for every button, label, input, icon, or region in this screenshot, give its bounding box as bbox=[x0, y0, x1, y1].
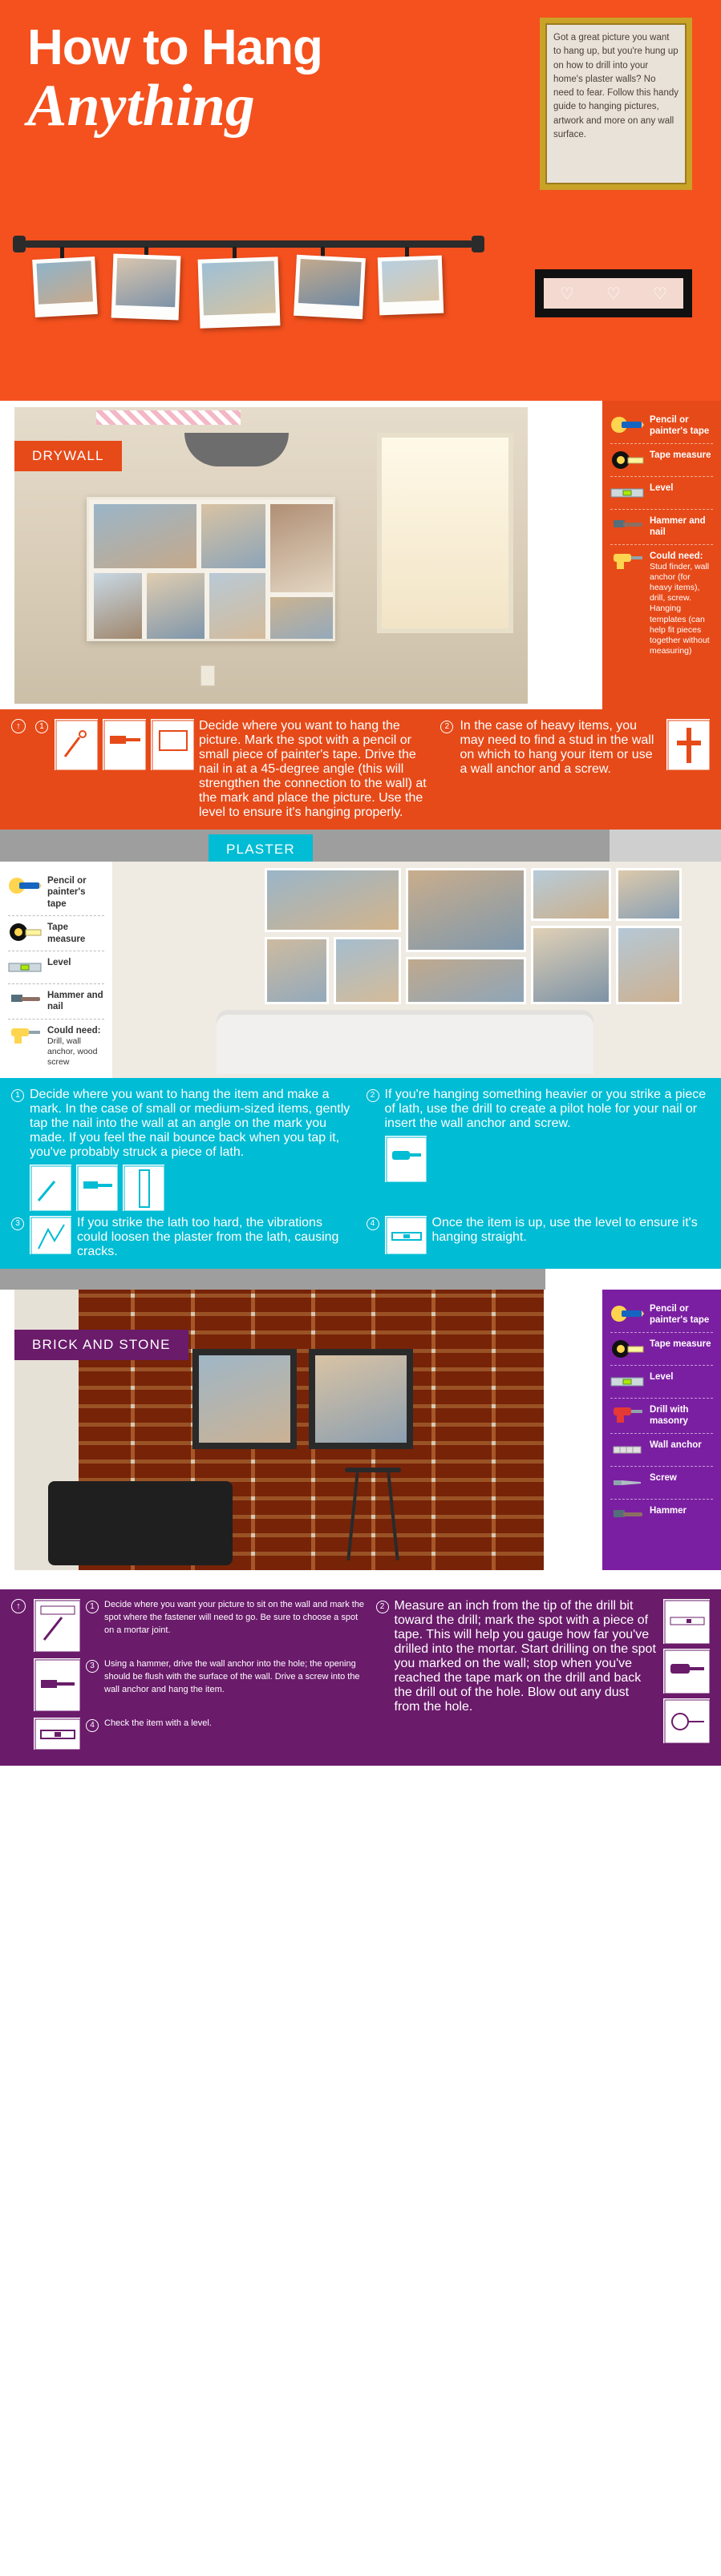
step-diagram bbox=[34, 1658, 80, 1711]
drywall-steps bbox=[0, 709, 721, 830]
photo-polaroid bbox=[294, 255, 366, 319]
tool-item bbox=[610, 1434, 713, 1467]
tool-label: Hammer and nail bbox=[650, 515, 706, 538]
brick-step-4 bbox=[34, 1718, 368, 1750]
tool-label: Tape measure bbox=[47, 923, 86, 944]
step-diagram bbox=[123, 1165, 164, 1211]
step-number: 3 bbox=[86, 1660, 99, 1673]
page-title-accent: Anything bbox=[27, 73, 255, 139]
side-table-decor bbox=[337, 1468, 409, 1564]
step-diagram bbox=[385, 1136, 427, 1182]
collage-photo bbox=[270, 504, 333, 592]
tool-item bbox=[610, 510, 713, 545]
tool-item bbox=[610, 444, 713, 477]
step-diagram bbox=[55, 719, 98, 770]
header-section bbox=[0, 0, 721, 401]
tool-label-text: Could need: bbox=[47, 1025, 101, 1036]
step-diagram bbox=[663, 1649, 710, 1694]
tool-item bbox=[610, 545, 713, 663]
tool-label-text: Could need: bbox=[650, 551, 703, 561]
tool-label: Pencil or painter's tape bbox=[650, 415, 710, 437]
pencil-icon bbox=[610, 1303, 644, 1324]
collage-photo bbox=[209, 573, 265, 639]
tool-label: Tape measure bbox=[650, 450, 711, 460]
step-diagram bbox=[151, 719, 194, 770]
drywall-tools-panel bbox=[602, 401, 721, 709]
step-number: 1 bbox=[86, 1601, 99, 1613]
step-number: 2 bbox=[440, 721, 453, 733]
heart-icon: ♡ bbox=[653, 285, 667, 303]
tool-label: Wall anchor bbox=[650, 1439, 702, 1450]
pencil-icon bbox=[8, 875, 42, 896]
screw-icon bbox=[610, 1472, 644, 1493]
intro-frame bbox=[540, 18, 692, 190]
tool-label: Hammer bbox=[650, 1505, 687, 1516]
framed-photo bbox=[192, 1349, 297, 1449]
plaster-step-1 bbox=[11, 1088, 355, 1211]
step-diagram bbox=[663, 1599, 710, 1644]
drill-icon bbox=[610, 1404, 644, 1425]
tool-label: Hammer and nail bbox=[47, 990, 103, 1012]
tool-item bbox=[610, 1366, 713, 1399]
sofa-decor bbox=[217, 1010, 593, 1074]
tool-item bbox=[8, 916, 104, 951]
photo-image bbox=[36, 260, 93, 304]
collage-photo bbox=[265, 868, 401, 932]
tool-label bbox=[650, 551, 713, 657]
gallery-wall-collage bbox=[87, 497, 335, 641]
step-number: 2 bbox=[376, 1601, 389, 1613]
collage-photo bbox=[94, 573, 142, 639]
step-diagram bbox=[30, 1216, 71, 1254]
photo-polaroid bbox=[32, 256, 98, 317]
tool-label: Drill with masonry bbox=[650, 1404, 689, 1427]
collage-photo bbox=[616, 926, 682, 1004]
plaster-tag: PLASTER bbox=[209, 834, 313, 865]
hearts-artwork-frame bbox=[535, 269, 692, 317]
collage-photo bbox=[201, 504, 265, 568]
tool-item bbox=[610, 477, 713, 510]
hammer-icon bbox=[8, 990, 42, 1011]
sofa-decor bbox=[48, 1481, 233, 1565]
collage-photo bbox=[147, 573, 205, 639]
tool-item bbox=[610, 1333, 713, 1366]
step-number: 2 bbox=[367, 1089, 379, 1102]
drywall-scene bbox=[0, 401, 721, 709]
photo-polaroid bbox=[378, 256, 444, 316]
brick-steps bbox=[0, 1589, 721, 1766]
collage-photo bbox=[406, 957, 526, 1004]
tool-label: Pencil or painter's tape bbox=[650, 1304, 710, 1326]
plaster-section bbox=[0, 830, 721, 1269]
tool-item bbox=[8, 951, 104, 984]
framed-photo bbox=[309, 1349, 413, 1449]
plaster-gallery-collage bbox=[265, 868, 682, 1004]
step-diagram bbox=[76, 1165, 118, 1211]
collage-photo bbox=[270, 597, 333, 639]
page-title: How to Hang bbox=[27, 20, 322, 75]
drywall-step-1 bbox=[35, 719, 431, 820]
step-diagram bbox=[663, 1698, 710, 1743]
drywall-section bbox=[0, 401, 721, 830]
collage-photo bbox=[406, 868, 526, 952]
level-icon bbox=[8, 957, 42, 978]
step-text: Decide where you want to hang the item and make a mark. In the case of small or medium-sized items, gently tap the nail into the wall at an angle on the mark you made. If you feel the nail bounce back when you tap it, you've probably struck a piece of lath. bbox=[30, 1088, 350, 1159]
gray-band-decor bbox=[0, 1269, 545, 1290]
tool-label: Tape measure bbox=[650, 1338, 711, 1349]
collage-photo bbox=[531, 926, 611, 1004]
hearts-artwork bbox=[544, 278, 683, 309]
collage-photo bbox=[616, 868, 682, 921]
step-diagram bbox=[103, 719, 146, 770]
arrow-up-badge: ↑ bbox=[11, 719, 26, 820]
drill-icon bbox=[610, 551, 644, 571]
step-text: Measure an inch from the tip of the drill bit toward the drill; mark the spot with a piece of tape. This will help you gauge how far you've drilled into the mortar. Start drilling on the spot you marked on the wall; stop when you've reached the tape mark on the drill and back the drill out of the hole. Blow out any dust from the hole. bbox=[394, 1599, 656, 1714]
tool-item bbox=[8, 870, 104, 916]
step-text: Decide where you want to hang the picture. Mark the spot with a pencil or small piece of painter's tape. Drive the nail in at a 45-degree angle (this will strengthen the connection to the wall) at the mark and place the picture. Use the level to ensure it's hanging properly. bbox=[199, 719, 427, 819]
hammer-icon bbox=[610, 1505, 644, 1526]
tool-item bbox=[610, 1500, 713, 1532]
tool-label: Screw bbox=[650, 1472, 677, 1483]
tool-item bbox=[610, 1467, 713, 1500]
photo-image bbox=[298, 259, 362, 306]
tool-note: Stud finder, wall anchor (for heavy items), drill, screw. Hanging templates (can help fit pieces together without measuring) bbox=[650, 561, 710, 656]
heart-icon: ♡ bbox=[560, 285, 574, 303]
tape-measure-icon bbox=[8, 922, 42, 943]
brick-section bbox=[0, 1269, 721, 1766]
plaster-step-2 bbox=[367, 1088, 711, 1211]
tool-label: Pencil or painter's tape bbox=[47, 876, 87, 909]
step-number: 1 bbox=[35, 721, 48, 733]
heart-icon: ♡ bbox=[606, 285, 621, 303]
plaster-tools-panel bbox=[0, 862, 112, 1078]
step-text: If you strike the lath too hard, the vibrations could loosen the plaster from the lath, causing cracks. bbox=[77, 1216, 339, 1258]
step-text: If you're hanging something heavier or you strike a piece of lath, use the drill to create a pilot hole for your nail or insert the wall anchor and screw. bbox=[384, 1088, 707, 1130]
step-diagram bbox=[34, 1718, 80, 1750]
plaster-steps bbox=[0, 1078, 721, 1269]
brick-scene bbox=[0, 1269, 721, 1589]
brick-tools-panel bbox=[602, 1290, 721, 1570]
tool-item bbox=[8, 984, 104, 1019]
tape-measure-icon bbox=[610, 1338, 644, 1359]
collage-photo bbox=[334, 937, 401, 1004]
step-number: 1 bbox=[11, 1089, 24, 1102]
step-number: 4 bbox=[367, 1217, 379, 1230]
window-decor bbox=[377, 433, 513, 633]
pencil-icon bbox=[610, 414, 644, 435]
tool-label bbox=[47, 1025, 104, 1068]
collage-photo bbox=[94, 504, 196, 568]
gray-band-decor bbox=[610, 830, 721, 862]
washi-tape-decor bbox=[96, 410, 241, 425]
step-text: Using a hammer, drive the wall anchor into the hole; the opening should be flush with the surface of the wall. Drive a screw into the wall anchor and hang the item. bbox=[104, 1659, 360, 1694]
photo-image bbox=[382, 260, 439, 302]
outlet-icon bbox=[201, 665, 215, 686]
hammer-icon bbox=[610, 515, 644, 536]
brick-step-3 bbox=[34, 1658, 368, 1711]
tool-label: Level bbox=[650, 1371, 674, 1382]
tool-label: Level bbox=[650, 482, 674, 493]
wall-anchor-icon bbox=[610, 1439, 644, 1460]
photo-polaroid bbox=[198, 256, 281, 328]
plaster-step-4 bbox=[367, 1216, 711, 1259]
tool-item bbox=[610, 409, 713, 444]
photo-image bbox=[202, 260, 276, 315]
collage-photo bbox=[531, 868, 611, 921]
step-diagram bbox=[666, 719, 710, 770]
drill-icon bbox=[8, 1025, 42, 1046]
photo-polaroid bbox=[111, 254, 181, 321]
brick-tag: BRICK AND STONE bbox=[14, 1330, 188, 1360]
intro-text: Got a great picture you want to hang up, but you're hung up on how to drill into your home's plaster walls? No need to fear. Follow this handy guide to hanging pictures, artwork and more on any wall surface. bbox=[553, 33, 678, 139]
step-text: Once the item is up, use the level to ensure it's hanging straight. bbox=[431, 1216, 698, 1244]
brick-step-1 bbox=[34, 1599, 368, 1652]
step-text: Check the item with a level. bbox=[104, 1718, 212, 1728]
step-diagram bbox=[385, 1216, 427, 1254]
step-diagram bbox=[30, 1165, 71, 1211]
photo-image bbox=[115, 258, 176, 308]
level-icon bbox=[610, 1371, 644, 1392]
arrow-up-badge: ↑ bbox=[11, 1599, 26, 1756]
step-number: 4 bbox=[86, 1719, 99, 1732]
tool-note: Drill, wall anchor, wood screw bbox=[47, 1036, 98, 1068]
drywall-step-2 bbox=[440, 719, 710, 820]
step-number: 3 bbox=[11, 1217, 24, 1230]
tool-label: Level bbox=[47, 957, 71, 967]
plaster-step-3 bbox=[11, 1216, 355, 1259]
collage-photo bbox=[265, 937, 329, 1004]
step-text: Decide where you want your picture to sit on the wall and mark the spot where the fastener will need to go. Be sure to choose a spot on a mortar joint. bbox=[104, 1600, 365, 1635]
tool-item bbox=[610, 1399, 713, 1434]
brick-steps-column-left bbox=[34, 1599, 368, 1756]
plaster-scene bbox=[0, 830, 721, 1078]
tape-measure-icon bbox=[610, 450, 644, 470]
tool-item bbox=[610, 1298, 713, 1333]
step-text: In the case of heavy items, you may need to find a stud in the wall on which to hang your item or use a wall anchor and a screw. bbox=[460, 719, 654, 776]
drywall-tag: DRYWALL bbox=[14, 441, 122, 471]
brick-step-2 bbox=[376, 1599, 711, 1756]
tool-item bbox=[8, 1019, 104, 1074]
level-icon bbox=[610, 482, 644, 503]
step-diagram bbox=[34, 1599, 80, 1652]
